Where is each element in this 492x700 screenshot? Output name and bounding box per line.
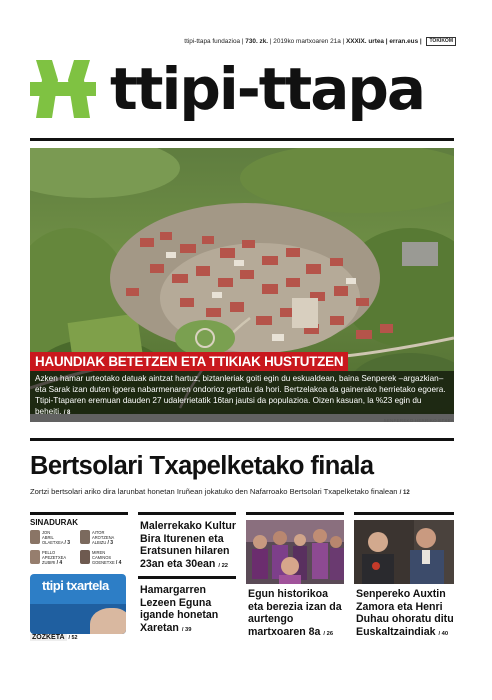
author-name: MIREN CAMINOS GOENETXE / 4 (92, 550, 122, 566)
signature-item[interactable] (80, 550, 128, 572)
author-photo (80, 550, 90, 564)
signature-item[interactable] (30, 550, 78, 572)
header-divider (30, 138, 454, 141)
author-name: PELLO APEZETXEA ZUBIRI / 4 (42, 550, 67, 566)
zozketa-label: ZOZKETA (32, 634, 65, 641)
story-kultur-bira[interactable]: Malerrekako Kultur Bira Iturenen eta Eratsunen hilaren 23an eta 30ean / 22 (140, 520, 236, 570)
hand-illustration (90, 608, 126, 634)
zozketa-link[interactable] (30, 634, 126, 644)
hero-caption-line-2: Ttipi-Ttaparen eremuan dauden 27 udalerrietatik 16tan jautsi da populazioa. Oizen kasuan, la %23 egin du beheiti. (35, 396, 422, 416)
foundation-label: ttipi-ttapa fundazioa | (184, 38, 244, 45)
hero-page-ref: / 8 (63, 410, 71, 416)
ttipi-card-promo[interactable] (30, 574, 126, 634)
hero-caption-line-1: Azken hamar urteotako datuak aintzat hartuz, biztanleriak goiti egin du eskualdean, baina Senperek –argazkian– eta Sarak izan duten igoera nabarmenaren ondorioz gertatu da hori. Bertzelakoa da gainerako herrietako egoera. (35, 374, 446, 394)
photo-credit: SENPEREKO HERRIKO ETXEA (383, 418, 454, 423)
column-rule (30, 512, 128, 515)
main-story-title[interactable]: Bertsolari Txapelketako finala (30, 452, 374, 480)
main-story-page-ref: / 12 (399, 490, 410, 496)
author-name: AITOR AROTZENA ALBIZU / 3 (92, 530, 115, 546)
issue-info-line (180, 36, 456, 48)
hero-headline[interactable]: HAUNDIAK BETETZEN ETA TTIKIAK HUSTUTZEN (30, 352, 348, 371)
issue-date: | 2019ko martxoaren 21a | (269, 38, 345, 45)
zozketa-page-ref: / 52 (68, 635, 78, 641)
march-8-story-column (246, 512, 344, 646)
story-lezeen-eguna[interactable]: Hamargarren Lezeen Eguna igande honetan Xaretan / 39 (140, 584, 219, 634)
story-martxoaren-8a[interactable]: Egun historikoa eta berezia izan da aurtengo martxoaren 8a / 26 (248, 588, 342, 638)
website-link[interactable]: | erran.eus | (385, 38, 422, 45)
text-stories-column (138, 512, 236, 646)
main-story-summary: Zortzi bertsolari ariko dira larunbat honetan Iruñean jokatuko den Nafarroako Bertsolari Txapelketako finalean (30, 487, 398, 496)
euskaltzaindia-story-column (354, 512, 454, 646)
signature-item[interactable] (30, 530, 78, 552)
column-rule (138, 512, 236, 515)
brand-logo: ttipi-ttapa (110, 55, 425, 123)
logo-mark-icon (30, 60, 96, 118)
issue-number: 730. zk. (245, 38, 269, 45)
author-photo (30, 530, 40, 544)
author-photo (80, 530, 90, 544)
column-rule (354, 512, 454, 515)
signature-item[interactable] (80, 530, 128, 552)
volume-year: XXXIX. urtea (345, 38, 384, 45)
section-divider (30, 438, 454, 441)
card-brand-label: ttipi txartela (42, 578, 109, 593)
column-rule (138, 576, 236, 579)
masthead (30, 56, 460, 126)
author-photo (30, 550, 40, 564)
story-euskaltzaindia[interactable]: Senpereko Auxtin Zamora eta Henri Duhau ohoratu ditu Euskaltzaindiak / 40 (356, 588, 454, 638)
main-story-subtitle (30, 487, 410, 496)
sinadurak-heading: SINADURAK (30, 518, 78, 527)
tokikom-badge: TOKIKOM (426, 37, 456, 46)
hero-caption (30, 371, 454, 422)
author-name: JON ABRIL OLAETXEA / 3 (42, 530, 71, 546)
honorees-photo (354, 520, 454, 584)
column-rule (246, 512, 344, 515)
march-8-photo (246, 520, 344, 584)
sinadurak-column (30, 512, 128, 646)
